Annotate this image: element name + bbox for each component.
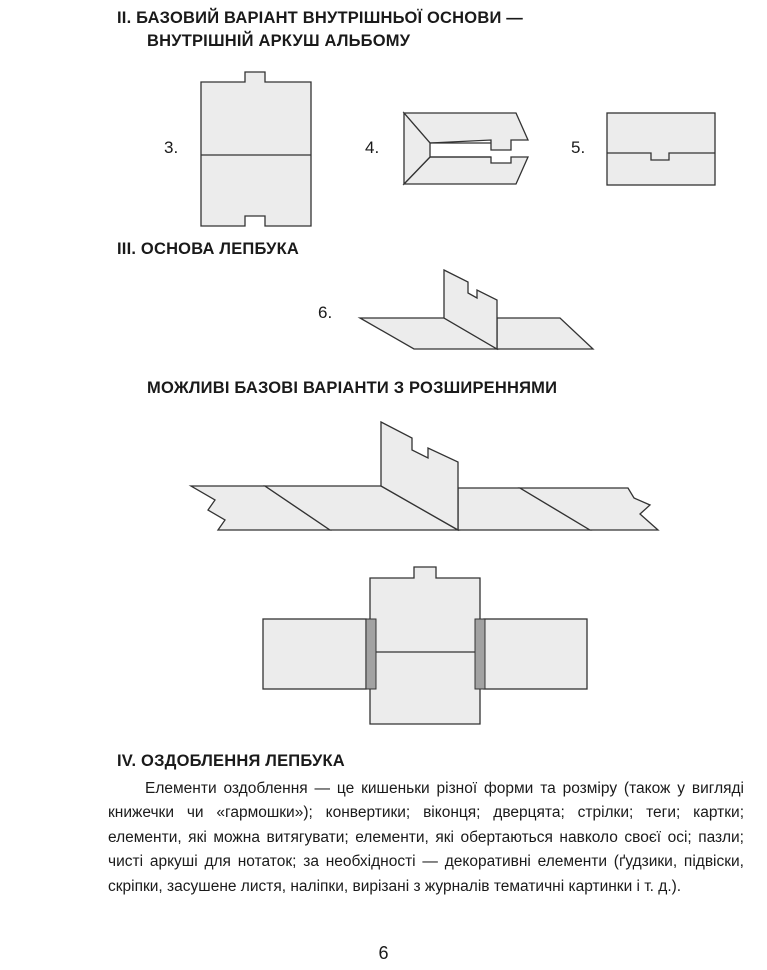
section-2-title-line-2: ВНУТРІШНІЙ АРКУШ АЛЬБОМУ: [147, 32, 411, 50]
section-2-title-line-1: II. БАЗОВИЙ ВАРІАНТ ВНУТРІШНЬОЇ ОСНОВИ —: [117, 9, 523, 27]
figure-3-inner-sheet: [201, 72, 311, 226]
section-3-title: III. ОСНОВА ЛЕПБУКА: [117, 240, 299, 258]
figure-number-6: 6.: [318, 303, 333, 322]
figure-5-folded-sheet: [607, 113, 715, 185]
figure-6-lapbook-base: [360, 270, 593, 349]
page-number: 6: [378, 943, 389, 963]
extension-variant-flat: [263, 567, 587, 724]
figure-number-4: 4.: [365, 138, 380, 157]
figure-4-folding-sheet: [404, 113, 528, 184]
extensions-title: МОЖЛИВІ БАЗОВІ ВАРІАНТИ З РОЗШИРЕННЯМИ: [147, 379, 558, 397]
section-4-paragraph: Елементи оздоблення — це кишеньки різної форми та розміру (також у вигляді книжечки чи «гармошки»); конвертики; віконця; дверцята; стрілки; теги; картки; елементи, які можна витягувати; елементи, які обертаються навколо своєї осі; пазли; чисті аркуші для нотаток; за необхідності — декоративні елементи (ґудзики, підвіски, скріпки, засушене листя, наліпки, вирізані з журналів тематичні картинки і т. д.).: [108, 780, 744, 895]
figure-number-5: 5.: [571, 138, 586, 157]
extension-variant-perspective: [191, 422, 658, 530]
figure-number-3: 3.: [164, 138, 179, 157]
section-4-title: IV. ОЗДОБЛЕННЯ ЛЕПБУКА: [117, 752, 345, 770]
